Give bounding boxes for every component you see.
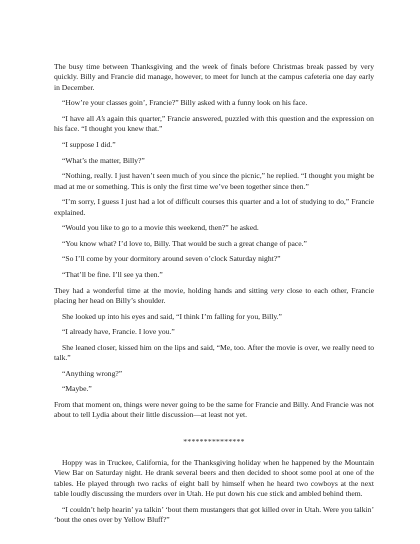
paragraph: Hoppy was in Truckee, California, for the Thanksgiving holiday when he happened by the Mountain View Bar on Saturday night. He drank several beers and then decided to shoot some pool at one of the tables. He played through two racks of eight ball by himself when he heard two cowboys at the next table loudly discussing the murders over in Utah. He put down his cue stick and ambled behind them.: [54, 457, 374, 498]
emphasis: A’s: [96, 114, 106, 123]
paragraph: “That’ll be fine. I’ll see ya then.”: [62, 269, 163, 279]
paragraph: “What’s the matter, Billy?”: [62, 155, 145, 165]
paragraph: The busy time between Thanksgiving and the week of finals before Christmas break passed by very quickly. Billy and Francie did manage, however, to meet for lunch at the campus cafeteria one day early in December.: [54, 62, 374, 92]
paragraph: “So I’ll come by your dormitory around seven o’clock Saturday night?”: [62, 254, 281, 264]
paragraph: She looked up into his eyes and said, “I think I’m falling for you, Billy.”: [62, 311, 282, 321]
paragraph: They had a wonderful time at the movie, holding hands and sitting very close to each other, Francie placing her head on Billy’s shoulder.: [54, 285, 374, 305]
paragraph: “How’re your classes goin’, Francie?” Billy asked with a funny look on his face.: [62, 98, 308, 108]
paragraph: “Would you like to go to a movie this weekend, then?” he asked.: [62, 223, 259, 233]
paragraph: She leaned closer, kissed him on the lips and said, “Me, too. After the movie is over, we really need to talk.”: [54, 342, 374, 363]
paragraph: “I suppose I did.”: [62, 140, 116, 149]
paragraph: From that moment on, things were never going to be the same for Francie and Billy. And Francie was not about to tell Lydia about their little discussion—at least not yet.: [54, 399, 374, 420]
paragraph: “I already have, Francie. I love you.”: [62, 327, 175, 337]
paragraph: “I couldn’t help hearin’ ya talkin’ ‘bout them mustangers that got killed over in Utah. Were you talkin’ ‘bout the ones over by Yellow Bluff?”: [54, 504, 374, 524]
section-divider: ***************: [183, 436, 245, 446]
paragraph: “I have all A’s again this quarter,” Francie answered, puzzled with this question and the expression on his face. “I thought you knew that.”: [54, 114, 374, 134]
paragraph: “You know what? I’d love to, Billy. That would be such a great change of pace.”: [62, 238, 307, 248]
paragraph: “Maybe.”: [62, 384, 92, 394]
paragraph: “Nothing, really. I just haven’t seen much of you since the picnic,” he replied. “I thought you might be mad at me or something. This is only the first time we’ve been together since then.”: [54, 171, 374, 191]
emphasis: very: [270, 285, 284, 295]
paragraph: “I’m sorry, I guess I just had a lot of difficult courses this quarter and a lot of studying to do,” Francie explained.: [54, 197, 374, 217]
paragraph: “Anything wrong?”: [62, 368, 123, 378]
